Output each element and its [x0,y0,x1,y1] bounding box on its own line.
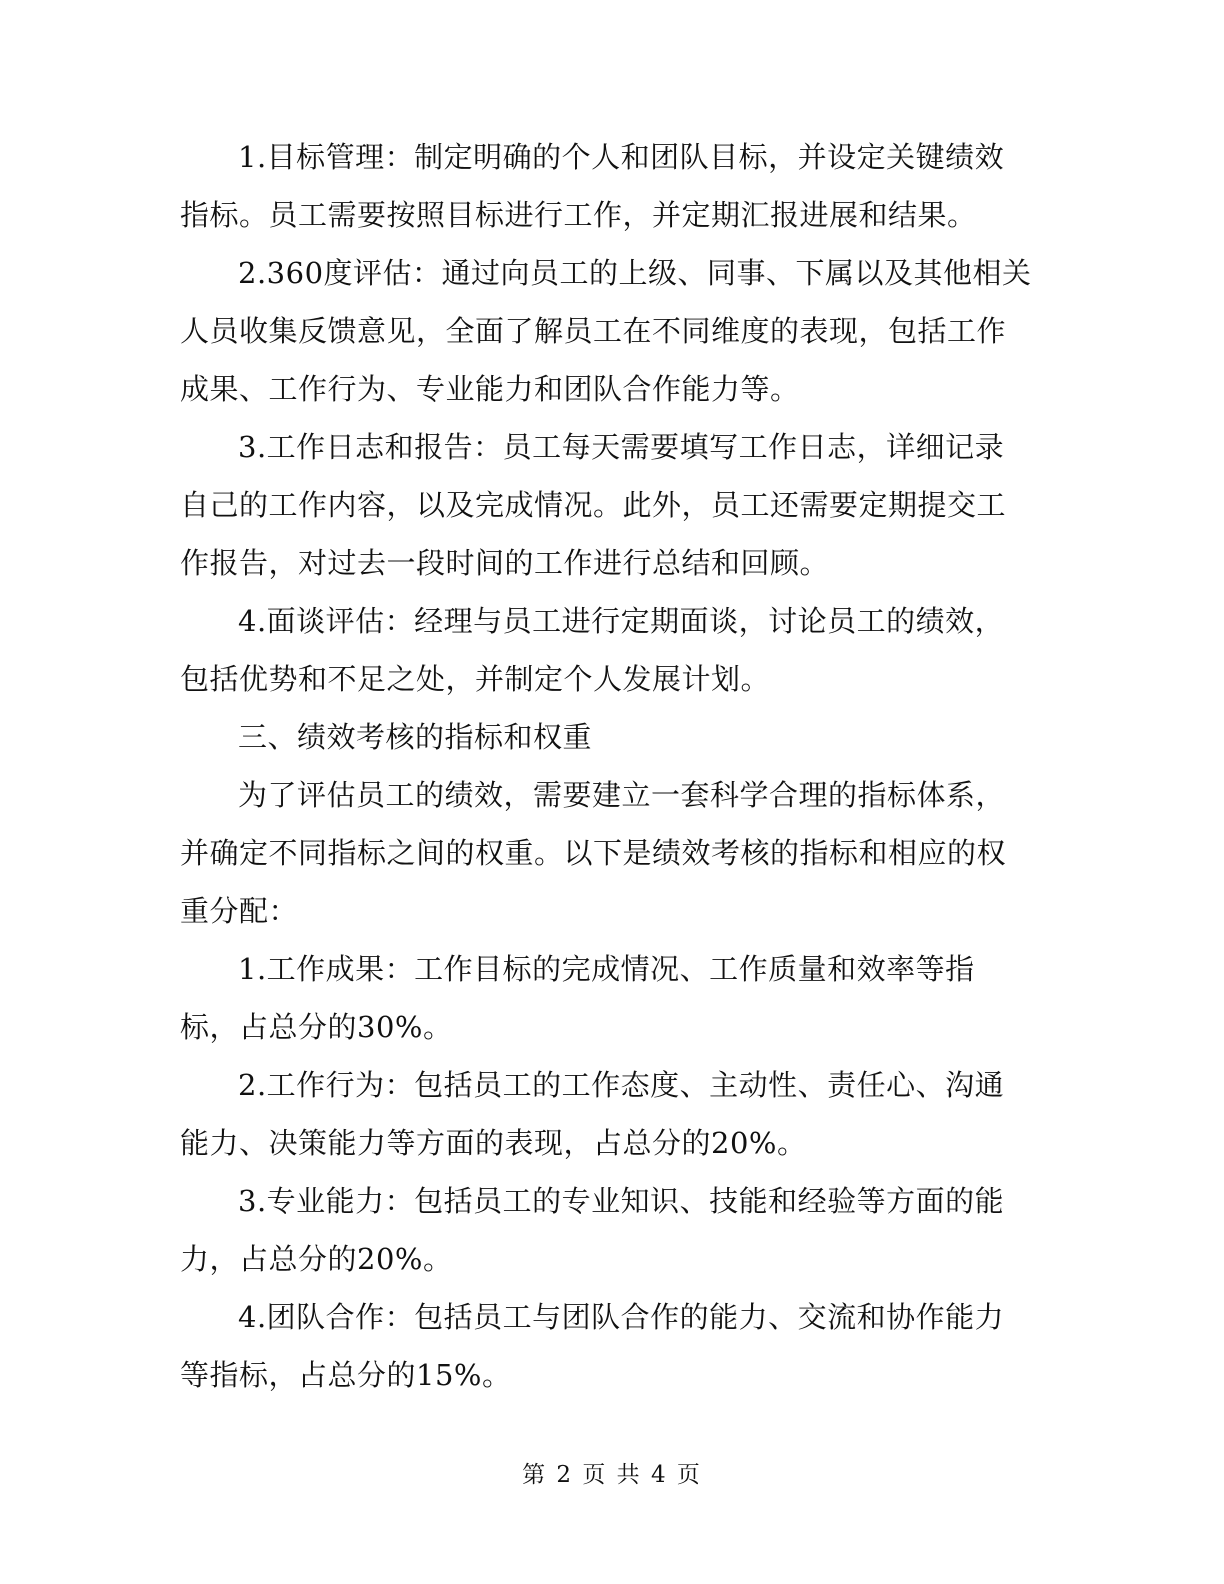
paragraph-line: 并确定不同指标之间的权重。以下是绩效考核的指标和相应的权 [180,836,1007,870]
paragraph-360-evaluation [180,244,1032,418]
paragraph-intro [180,766,1020,940]
paragraph-line: 人员收集反馈意见，全面了解员工在不同维度的表现，包括工作 [180,314,1007,348]
document-body [180,128,1032,1404]
paragraph-line: 指标。员工需要按照目标进行工作，并定期汇报进展和结果。 [180,198,977,232]
paragraph-line: 1.工作成果：工作目标的完成情况、工作质量和效率等指 [238,952,975,986]
paragraph-work-log [180,418,1020,592]
paragraph-line: 等指标，占总分的15%。 [180,1358,512,1392]
paragraph-line: 4.面谈评估：经理与员工进行定期面谈，讨论员工的绩效， [238,604,1005,638]
paragraph-line: 2.工作行为：包括员工的工作态度、主动性、责任心、沟通 [238,1068,1005,1102]
paragraph-line: 为了评估员工的绩效，需要建立一套科学合理的指标体系， [238,778,1006,812]
paragraph-line: 力，占总分的20%。 [180,1242,453,1276]
paragraph-target-management [180,128,1020,244]
paragraph-line: 成果、工作行为、专业能力和团队合作能力等。 [180,372,800,406]
paragraph-line: 3.工作日志和报告：员工每天需要填写工作日志，详细记录 [238,430,1005,464]
section-heading-text: 三、绩效考核的指标和权重 [238,720,593,754]
section-heading [180,708,1020,766]
paragraph-line: 作报告，对过去一段时间的工作进行总结和回顾。 [180,546,830,580]
paragraph-line: 自己的工作内容，以及完成情况。此外，员工还需要定期提交工 [180,488,1007,522]
page-number-footer: 第 2 页 共 4 页 [522,1462,702,1488]
paragraph-line: 4.团队合作：包括员工与团队合作的能力、交流和协作能力 [238,1300,1005,1334]
paragraph-line: 1.目标管理：制定明确的个人和团队目标，并设定关键绩效 [238,140,1005,174]
paragraph-line: 2.360度评估：通过向员工的上级、同事、下属以及其他相关 [238,256,1032,290]
paragraph-interview [180,592,1020,708]
paragraph-professional-ability [180,1172,1020,1288]
paragraph-line: 3.专业能力：包括员工的专业知识、技能和经验等方面的能 [238,1184,1005,1218]
paragraph-line: 标，占总分的30%。 [180,1010,453,1044]
paragraph-line: 能力、决策能力等方面的表现，占总分的20%。 [180,1126,807,1160]
paragraph-line: 包括优势和不足之处，并制定个人发展计划。 [180,662,771,696]
paragraph-teamwork [180,1288,1020,1404]
paragraph-work-behavior [180,1056,1020,1172]
paragraph-work-results [180,940,1020,1056]
paragraph-line: 重分配： [180,894,299,928]
